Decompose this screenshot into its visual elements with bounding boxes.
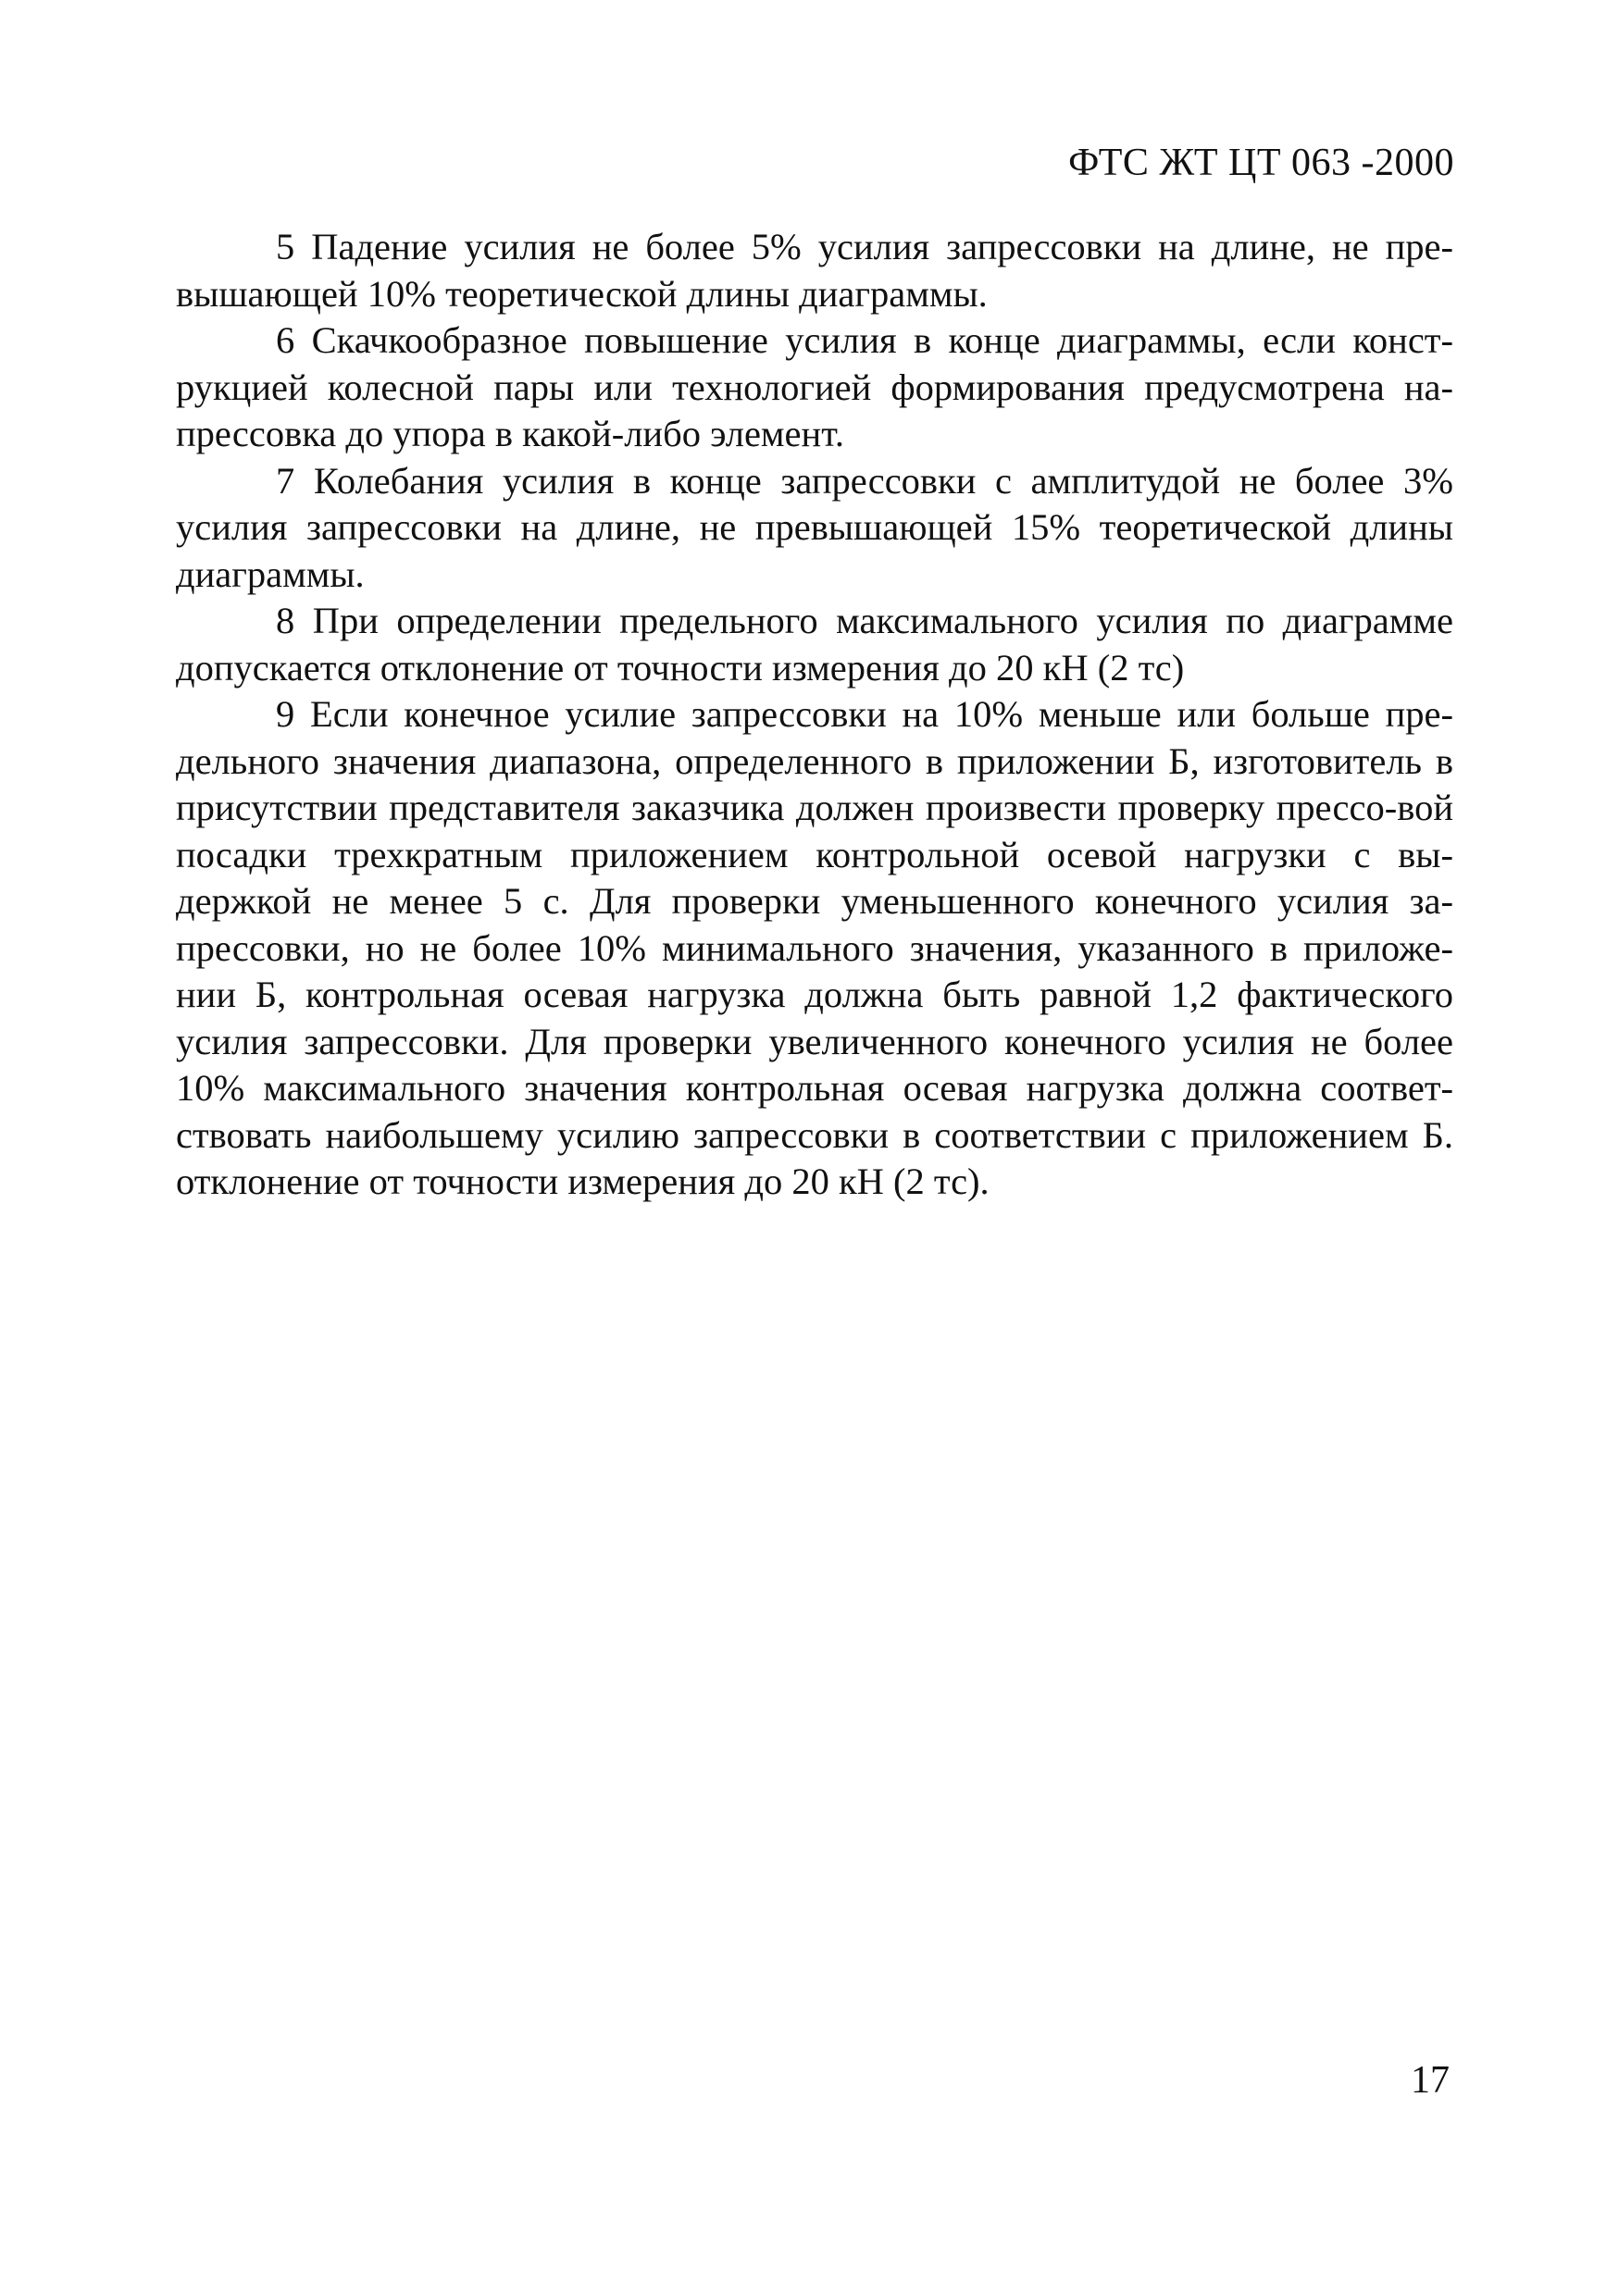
- paragraph-item-6: 6 Скачкообразное повышение усилия в конце диаграммы, если конст-рукцией колесной пары или технологией формирования предусмотрена на-прессовка до упора в какой-либо элемент.: [176, 319, 1453, 454]
- page-number: 17: [1411, 2059, 1450, 2102]
- document-code-header: ФТС ЖТ ЦТ 063 -2000: [1068, 142, 1454, 184]
- document-body: [176, 224, 1453, 1206]
- paragraph-item-9: 9 Если конечное усилие запрессовки на 10% меньше или больше пре-дельного значения диапазона, определенного в приложении Б, изготовитель в присутствии представителя заказчика должен произвести проверку прессо-вой посадки трехкратным приложением контрольной осевой нагрузки с вы-держкой не менее 5 с. Для проверки уменьшенного конечного усилия за-прессовки, но не более 10% минимального значения, указанного в приложе-нии Б, контрольная осевая нагрузка должна быть равной 1,2 фактического усилия запрессовки. Для проверки увеличенного конечного усилия не более 10% максимального значения контрольная осевая нагрузка должна соответ-ствовать наибольшему усилию запрессовки в соответствии с приложением Б. отклонение от точности измерения до 20 кН (2 тс).: [176, 693, 1453, 1202]
- paragraph-item-7: 7 Колебания усилия в конце запрессовки с амплитудой не более 3% усилия запрессовки на длине, не превышающей 15% теоретической длины диаграммы.: [176, 459, 1453, 595]
- paragraph-item-8: 8 При определении предельного максимального усилия по диаграмме допускается отклонение от точности измерения до 20 кН (2 тс): [176, 600, 1453, 689]
- paragraph-item-5: 5 Падение усилия не более 5% усилия запрессовки на длине, не пре-вышающей 10% теоретической длины диаграммы.: [176, 226, 1453, 315]
